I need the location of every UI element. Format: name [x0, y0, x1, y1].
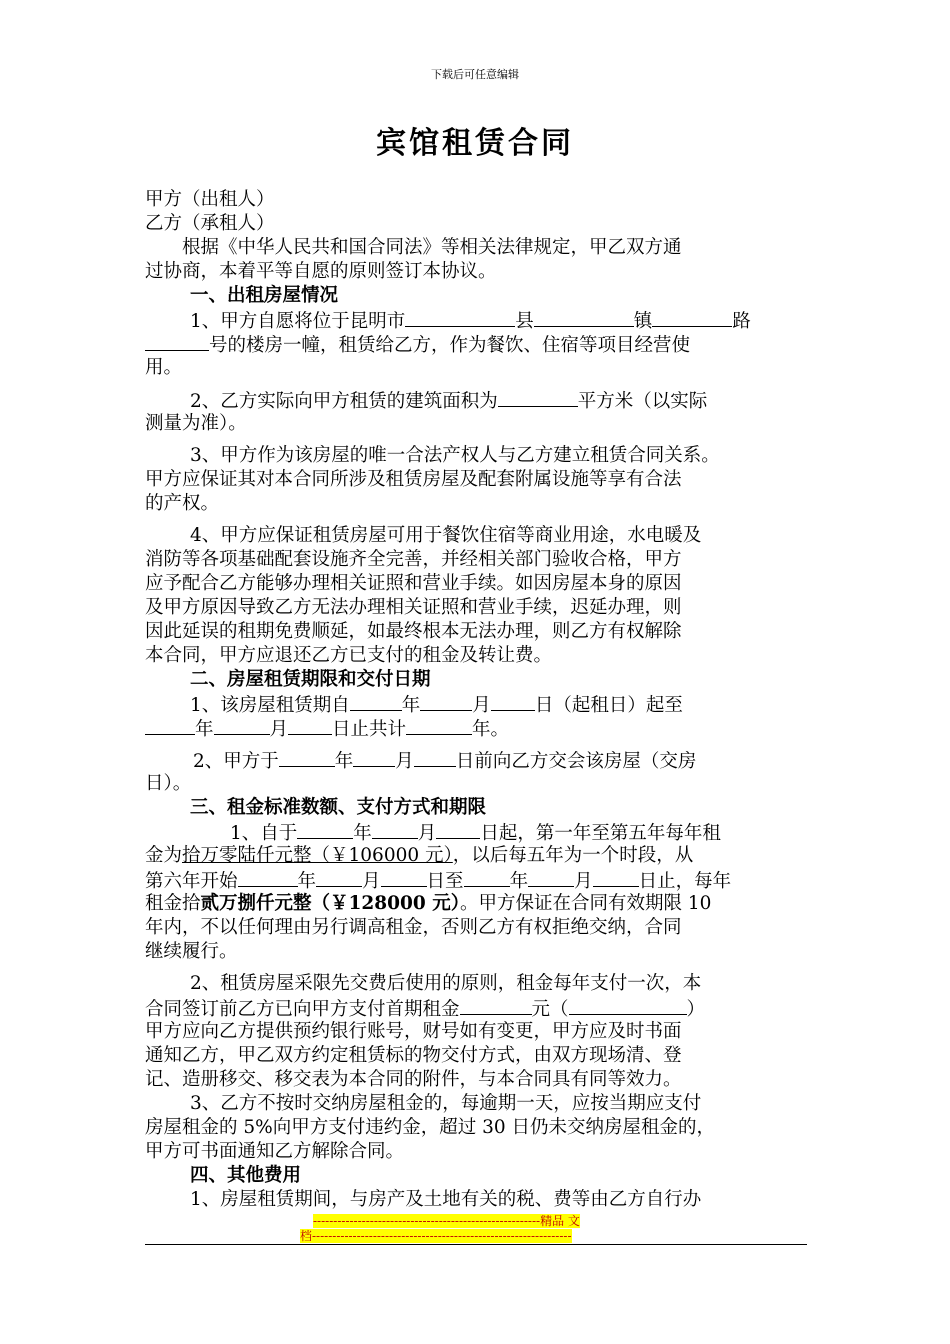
clause-line [145, 308, 810, 332]
clause-line: 本合同，甲方应退还乙方已支付的租金及转让费。 [145, 645, 553, 666]
footer-watermark-line [300, 1229, 572, 1243]
blank-field [288, 716, 332, 735]
clause-text: 。甲方保证在合同有效期限 10 [459, 893, 712, 914]
clause-line: 消防等各项基础配套设施齐全完善，并经相关部门验收合格，甲方 [145, 549, 682, 570]
clause-line: 3、乙方不按时交纳房屋租金的，每逾期一天，应按当期应支付 [190, 1093, 702, 1114]
clause-line [145, 868, 810, 892]
section-heading: 四、其他费用 [190, 1165, 302, 1186]
blank-field [238, 868, 298, 887]
clause-text: 日止，每年 [638, 871, 732, 892]
clause-line: 1、房屋租赁期间，与房产及土地有关的税、费等由乙方自行办 [190, 1189, 702, 1210]
clause-line: 测量为准）。 [145, 413, 247, 434]
blank-field [214, 716, 270, 735]
clause-line: 4、甲方应保证租赁房屋可用于餐饮住宿等商业用途，水电暖及 [190, 525, 702, 546]
footer-watermark-line [313, 1214, 580, 1228]
clause-line: 通知乙方，甲乙双方约定租赁标的物交付方式，由双方现场清、登 [145, 1045, 682, 1066]
blank-field [464, 868, 510, 887]
clause-text: 合同签订前乙方已向甲方支付首期租金 [145, 999, 460, 1020]
blank-field [652, 308, 732, 327]
blank-field [381, 868, 427, 887]
clause-line [145, 996, 810, 1020]
blank-field [145, 716, 195, 735]
clause-line [145, 844, 810, 868]
intro-line: 根据《中华人民共和国合同法》等相关法律规定，甲乙双方通 [182, 237, 682, 258]
clause-text: 月 [574, 871, 593, 892]
clause-text: 1、自于 [230, 823, 298, 844]
blank-field [436, 820, 480, 839]
clause-line [145, 332, 810, 356]
clause-text: 县 [515, 311, 534, 332]
blank-field [353, 748, 395, 767]
clause-line: 年内，不以任何理由另行调高租金，否则乙方有权拒绝交纳，合同 [145, 917, 682, 938]
blank-field [460, 996, 532, 1015]
blank-field [593, 868, 639, 887]
blank-field [297, 820, 353, 839]
blank-field [414, 748, 456, 767]
clause-text: 月 [472, 695, 491, 716]
blank-field [316, 868, 362, 887]
clause-line [145, 388, 810, 412]
clause-line: 用。 [145, 357, 183, 378]
clause-text: 平方米（以实际 [577, 391, 708, 412]
clause-text: 1、甲方自愿将位于昆明市 [190, 311, 406, 332]
clause-text: 2、乙方实际向甲方租赁的建筑面积为 [190, 391, 498, 412]
blank-field [372, 820, 418, 839]
clause-text: 镇 [633, 311, 653, 332]
clause-line: 继续履行。 [145, 941, 238, 962]
blank-field [569, 996, 687, 1015]
clause-line: 因此延误的租期免费顺延，如最终根本无法办理，则乙方有权解除 [145, 621, 682, 642]
blank-field [350, 692, 402, 711]
document-title: 宾馆租赁合同 [376, 126, 574, 161]
clause-text: 年 [353, 823, 372, 844]
rent-amount-1: 拾万零陆仟元整（￥106000 元） [182, 845, 453, 866]
clause-text: 金为 [145, 845, 183, 866]
clause-text: 日前向乙方交会该房屋（交房 [455, 751, 697, 772]
clause-line: 应予配合乙方能够办理相关证照和营业手续。如因房屋本身的原因 [145, 573, 682, 594]
clause-text: 年 [297, 871, 317, 892]
clause-line: 甲方应向乙方提供预约银行账号，财号如有变更，甲方应及时书面 [145, 1021, 682, 1042]
clause-text: 租金拾 [145, 893, 201, 914]
clause-line [145, 892, 810, 916]
blank-field [406, 716, 472, 735]
footer-rule [145, 1244, 807, 1245]
clause-text: 月 [395, 751, 414, 772]
clause-text: 路 [732, 311, 751, 332]
clause-line: 甲方可书面通知乙方解除合同。 [145, 1141, 405, 1162]
clause-text: 1、该房屋租赁期自 [190, 695, 350, 716]
clause-text: ，以后每五年为一个时段，从 [452, 845, 694, 866]
clause-text: 年 [401, 695, 421, 716]
clause-text: 年。 [472, 719, 510, 740]
contract-body [145, 188, 810, 1212]
clause-text: 月 [269, 719, 289, 740]
blank-field [279, 748, 335, 767]
section-heading: 二、房屋租赁期限和交付日期 [190, 669, 431, 690]
clause-line: 甲方应保证其对本合同所涉及租赁房屋及配套附属设施等享有合法 [145, 469, 682, 490]
blank-field [528, 868, 574, 887]
clause-line: 的产权。 [145, 493, 220, 514]
clause-line [145, 692, 810, 716]
clause-text: ） [686, 999, 706, 1020]
clause-text: 日至 [426, 871, 464, 892]
clause-text: 日（起租日）起至 [534, 695, 683, 716]
clause-line [145, 716, 810, 740]
clause-text: 元（ [531, 999, 569, 1020]
clause-line: 3、甲方作为该房屋的唯一合法产权人与乙方建立租赁合同关系。 [190, 445, 720, 466]
footer-text: --------------------------------------------------------精品 文 [313, 1214, 580, 1228]
clause-text: 号的楼房一幢，租赁给乙方，作为餐饮、住宿等项目经营使 [209, 335, 691, 356]
clause-line [145, 748, 810, 772]
clause-text: 日止共计 [332, 719, 407, 740]
section-heading: 一、出租房屋情况 [190, 285, 339, 306]
clause-line: 房屋租金的 5%向甲方支付违约金，超过 30 日仍未交纳房屋租金的， [145, 1117, 716, 1138]
blank-field [491, 692, 535, 711]
blank-field [498, 388, 578, 407]
party-a: 甲方（出租人） [145, 189, 275, 210]
blank-field [405, 308, 515, 327]
blank-field [145, 332, 209, 351]
clause-line: 记、造册移交、移交表为本合同的附件，与本合同具有同等效力。 [145, 1069, 682, 1090]
header-note: 下载后可任意编辑 [431, 68, 519, 81]
clause-text: 月 [417, 823, 437, 844]
blank-field [534, 308, 634, 327]
clause-text: 第六年开始 [145, 871, 238, 892]
clause-text: 2、甲方于 [193, 751, 279, 772]
clause-text: 日起，第一年至第五年每年租 [480, 823, 721, 844]
clause-line [145, 820, 810, 844]
clause-line: 日）。 [145, 773, 192, 794]
rent-amount-2: 贰万捌仟元整（￥128000 元） [200, 893, 460, 914]
clause-text: 年 [509, 871, 529, 892]
clause-text: 年 [195, 719, 214, 740]
clause-line: 及甲方原因导致乙方无法办理相关证照和营业手续，迟延办理，则 [145, 597, 682, 618]
section-heading: 三、租金标准数额、支付方式和期限 [190, 797, 487, 818]
clause-text: 月 [362, 871, 381, 892]
clause-text: 年 [334, 751, 354, 772]
footer-text: 档---------------------------------------------------------------- [300, 1229, 572, 1243]
clause-line: 2、租赁房屋采限先交费后使用的原则，租金每年支付一次，本 [190, 973, 702, 994]
intro-line: 过协商，本着平等自愿的原则签订本协议。 [145, 261, 497, 282]
blank-field [420, 692, 472, 711]
party-b: 乙方（承租人） [145, 213, 275, 234]
